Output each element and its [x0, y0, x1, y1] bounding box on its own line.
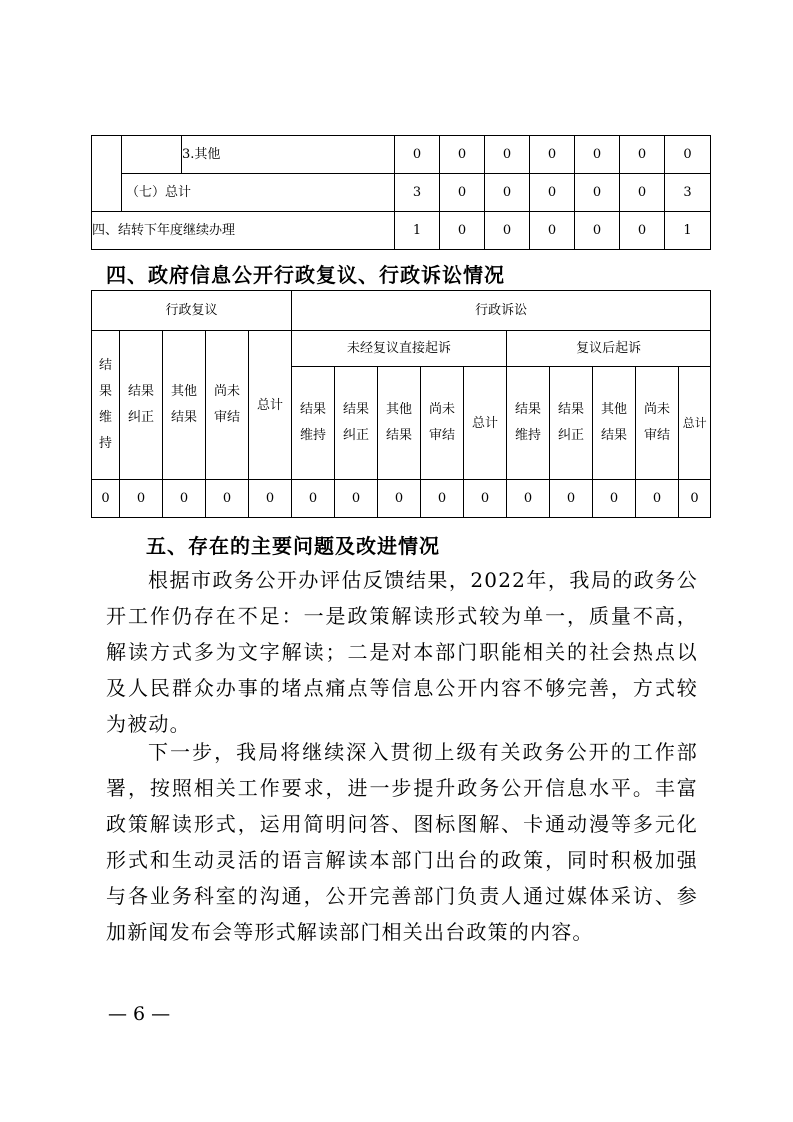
review-col-header: 结果 纠正	[120, 331, 163, 480]
row-label: （七）总计	[122, 174, 395, 212]
review-total-header: 总计	[249, 331, 292, 480]
cell-value: 0	[550, 480, 593, 518]
cell-value: 3	[395, 174, 440, 212]
table-row	[92, 174, 711, 212]
merged-cell	[92, 136, 122, 212]
section4-title: 四、政府信息公开行政复议、行政诉讼情况	[106, 263, 505, 287]
cell-value: 0	[485, 136, 530, 174]
review-litigation-table	[91, 290, 711, 518]
after-col-header: 结果 维持	[507, 367, 550, 480]
cell-value: 0	[679, 480, 711, 518]
cell-value: 0	[575, 174, 620, 212]
table-row	[92, 212, 711, 250]
table-row	[92, 136, 711, 174]
cell-value: 0	[163, 480, 206, 518]
cell-value: 0	[206, 480, 249, 518]
direct-col-header: 其他 结果	[378, 367, 421, 480]
cell-value: 0	[620, 212, 665, 250]
cell-value: 0	[464, 480, 507, 518]
cell-value: 0	[530, 212, 575, 250]
cell-value: 0	[249, 480, 292, 518]
row-label: 3.其他	[182, 136, 395, 174]
after-col-header: 其他 结果	[593, 367, 636, 480]
cell-value: 0	[378, 480, 421, 518]
cell-value: 0	[395, 136, 440, 174]
cell-value: 0	[575, 212, 620, 250]
direct-suit-header: 未经复议直接起诉	[292, 331, 507, 367]
review-header: 行政复议	[92, 291, 292, 331]
table-row	[92, 480, 711, 518]
direct-total-header: 总计	[464, 367, 507, 480]
litigation-header: 行政诉讼	[292, 291, 711, 331]
cell-value: 0	[620, 136, 665, 174]
review-upheld-header	[92, 331, 120, 480]
direct-col-header: 结果 维持	[292, 367, 335, 480]
cell-value: 1	[395, 212, 440, 250]
section5-title: 五、存在的主要问题及改进情况	[146, 534, 440, 558]
after-col-header: 尚未 审结	[636, 367, 679, 480]
cell-value: 0	[485, 212, 530, 250]
after-review-suit-header: 复议后起诉	[507, 331, 711, 367]
cell-value: 0	[292, 480, 335, 518]
after-col-header: 结果 纠正	[550, 367, 593, 480]
cell-value: 0	[530, 136, 575, 174]
vertical-char: 持	[98, 436, 112, 451]
page-number: — 6 —	[108, 1003, 171, 1025]
cell-value: 0	[530, 174, 575, 212]
cell-value: 0	[421, 480, 464, 518]
paragraph-improvements: 下一步，我局将继续深入贯彻上级有关政务公开的工作部署，按照相关工作要求，进一步提升政务公开信息水平。丰富政策解读形式，运用简明问答、图标图解、卡通动漫等多元化形式和生动灵活的语言解读本部门出台的政策，同时积极加强与各业务科室的沟通，公开完善部门负责人通过媒体采访、参加新闻发布会等形式解读部门相关出台政策的内容。	[106, 740, 698, 944]
cell-value: 0	[620, 174, 665, 212]
cell-value: 3	[665, 174, 711, 212]
empty-cell	[122, 136, 182, 174]
after-total-header: 总计	[679, 367, 711, 480]
review-col-header: 尚未 审结	[206, 331, 249, 480]
paragraph-problems: 根据市政务公开办评估反馈结果，2022年，我局的政务公开工作仍存在不足：一是政策解读形式较为单一，质量不高，解读方式多为文字解读；二是对本部门职能相关的社会热点以及人民群众办事的堵点痛点等信息公开内容不够完善，方式较为被动。	[106, 568, 698, 736]
cell-value: 0	[335, 480, 378, 518]
table-row	[92, 291, 711, 331]
vertical-char: 结	[98, 358, 112, 373]
table-row	[92, 331, 711, 367]
cell-value: 1	[665, 212, 711, 250]
cell-value: 0	[593, 480, 636, 518]
cell-value: 0	[440, 212, 485, 250]
cell-value: 0	[440, 174, 485, 212]
review-col-header: 其他 结果	[163, 331, 206, 480]
cell-value: 0	[665, 136, 711, 174]
direct-col-header: 结果 纠正	[335, 367, 378, 480]
stats-table-continuation	[91, 135, 711, 250]
vertical-char: 维	[98, 410, 112, 425]
row-label: 四、结转下年度继续办理	[92, 212, 395, 250]
cell-value: 0	[440, 136, 485, 174]
cell-value: 0	[120, 480, 163, 518]
direct-col-header: 尚未 审结	[421, 367, 464, 480]
cell-value: 0	[636, 480, 679, 518]
cell-value: 0	[485, 174, 530, 212]
cell-value: 0	[575, 136, 620, 174]
cell-value: 0	[507, 480, 550, 518]
cell-value: 0	[92, 480, 120, 518]
vertical-char: 果	[98, 384, 112, 399]
